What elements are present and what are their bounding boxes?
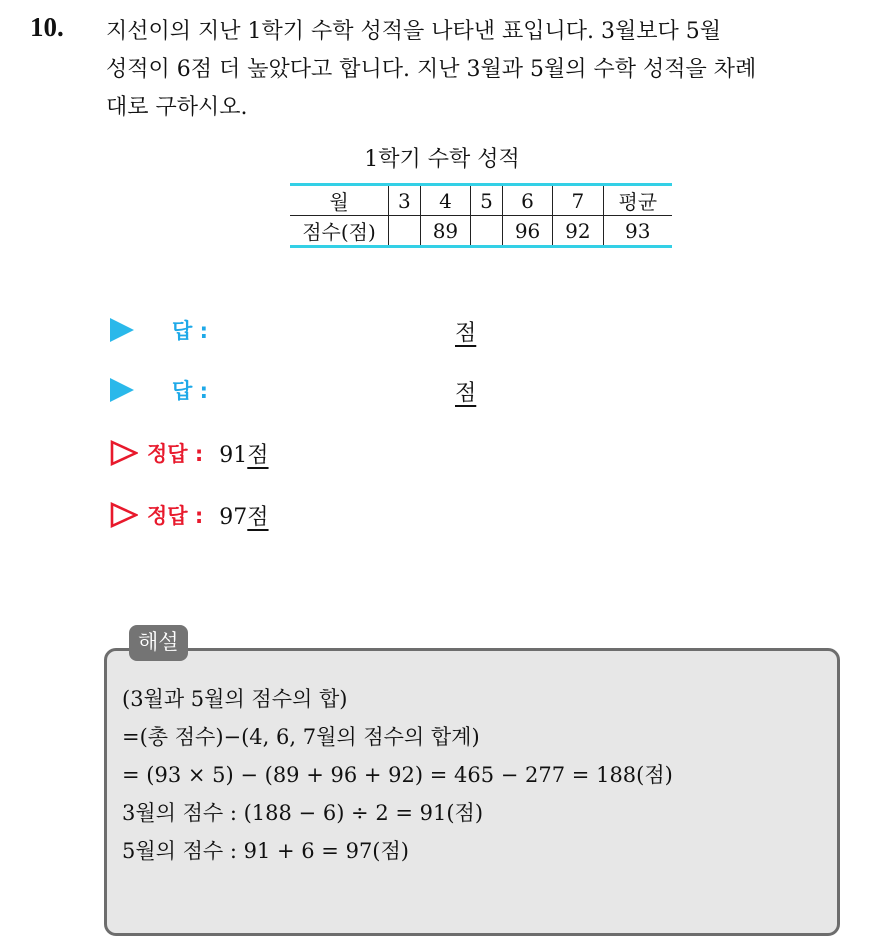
- explanation-line-5: 5월의 점수 : 91 + 6 = 97(점): [122, 839, 409, 863]
- correct-unit: 점: [247, 504, 269, 530]
- score-cell-4: 89: [420, 216, 470, 247]
- correct-unit: 점: [247, 442, 269, 468]
- explanation-line-2: =(총 점수)−(4, 6, 7월의 점수의 합계): [122, 725, 480, 749]
- explanation-line-3: = (93 × 5) − (89 + 96 + 92) = 465 − 277 = 188(점): [122, 763, 673, 787]
- correct-value: 91: [219, 442, 248, 468]
- question-number: 10.: [30, 12, 64, 42]
- answer-row-1[interactable]: [110, 312, 208, 348]
- correct-value: 97: [219, 504, 248, 530]
- score-cell-average: 93: [603, 216, 672, 247]
- question-text-line-3: 대로 구하시오.: [106, 95, 248, 120]
- play-icon: [110, 318, 134, 342]
- play-icon: [110, 378, 134, 402]
- correct-answer-row-2: [110, 497, 269, 533]
- outline-triangle-icon: [110, 502, 138, 528]
- header-cell-6: 6: [502, 185, 552, 216]
- score-cell-6: 96: [502, 216, 552, 247]
- score-cell-label: 점수(점): [290, 216, 389, 247]
- answer-label: 답 :: [172, 319, 208, 343]
- score-cell-3: [389, 216, 421, 247]
- table-title: 1학기 수학 성적: [364, 147, 520, 172]
- answer-unit-2: 점: [455, 381, 477, 406]
- correct-label: 정답 :: [147, 504, 204, 528]
- answer-unit-1: 점: [455, 321, 477, 346]
- answer-row-2[interactable]: [110, 372, 208, 408]
- header-cell-average: 평균: [603, 185, 672, 216]
- explanation-line-1: (3월과 5월의 점수의 합): [122, 687, 348, 711]
- explanation-line-4: 3월의 점수 : (188 − 6) ÷ 2 = 91(점): [122, 801, 484, 825]
- question-text-line-2: 성적이 6점 더 높았다고 합니다. 지난 3월과 5월의 수학 성적을 차례: [106, 57, 757, 82]
- score-cell-7: 92: [553, 216, 603, 247]
- explanation-tag: 해설: [129, 625, 188, 661]
- table-header-row: [290, 185, 672, 216]
- table-score-row: [290, 216, 672, 247]
- correct-label: 정답 :: [147, 442, 204, 466]
- outline-triangle-icon: [110, 440, 138, 466]
- score-table: [290, 183, 672, 248]
- answer-label: 답 :: [172, 379, 208, 403]
- correct-answer-row-1: [110, 435, 269, 471]
- header-cell-month: 월: [290, 185, 389, 216]
- score-cell-5: [471, 216, 503, 247]
- header-cell-4: 4: [420, 185, 470, 216]
- header-cell-7: 7: [553, 185, 603, 216]
- question-text-line-1: 지선이의 지난 1학기 수학 성적을 나타낸 표입니다. 3월보다 5월: [106, 19, 721, 44]
- header-cell-3: 3: [389, 185, 421, 216]
- header-cell-5: 5: [471, 185, 503, 216]
